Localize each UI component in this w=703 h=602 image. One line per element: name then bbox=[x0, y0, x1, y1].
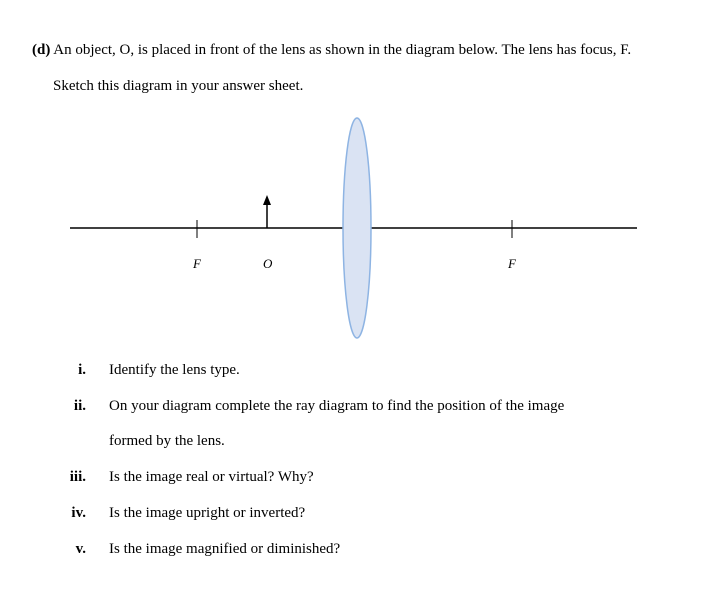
question-text: Identify the lens type. bbox=[109, 362, 240, 378]
convex-lens bbox=[343, 118, 371, 338]
question-text: On your diagram complete the ray diagram to find the position of the image bbox=[109, 398, 565, 414]
focus-left-label: F bbox=[193, 256, 201, 271]
question-number: v. bbox=[75, 541, 86, 557]
question-number: i. bbox=[78, 362, 86, 378]
object-label: O bbox=[263, 256, 273, 271]
part-label: (d) bbox=[32, 42, 51, 58]
question-text-continued: formed by the lens. bbox=[109, 433, 225, 449]
intro-instruction: Sketch this diagram in your answer sheet. bbox=[53, 78, 304, 94]
question-text: Is the image magnified or diminished? bbox=[109, 541, 341, 557]
focus-right-label: F bbox=[508, 256, 516, 271]
question-number: iii. bbox=[69, 469, 86, 485]
question-number: iv. bbox=[71, 505, 86, 521]
question-text: Is the image upright or inverted? bbox=[109, 505, 306, 521]
question-text: Is the image real or virtual? Why? bbox=[109, 469, 314, 485]
intro-text: An object, O, is placed in front of the lens as shown in the diagram below. The lens has focus, F. bbox=[53, 42, 632, 58]
object-arrow-head bbox=[263, 195, 271, 205]
question-number: ii. bbox=[73, 398, 86, 414]
